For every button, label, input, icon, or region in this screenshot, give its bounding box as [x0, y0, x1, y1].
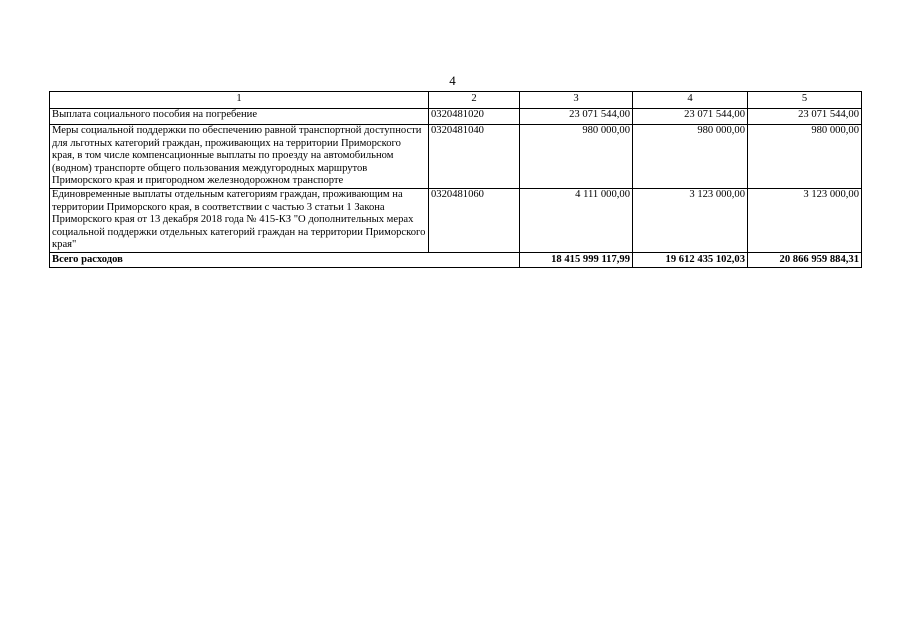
table-row: [50, 109, 862, 125]
column-header-3: 3: [520, 92, 633, 109]
budget-table: [49, 91, 862, 268]
column-header-1: 1: [50, 92, 429, 109]
row-value-3: 4 111 000,00: [520, 188, 633, 252]
row-value-3: 23 071 544,00: [520, 109, 633, 125]
table-row: [50, 188, 862, 252]
row-code: 0320481060: [429, 188, 520, 252]
total-value-3: 18 415 999 117,99: [520, 252, 633, 267]
column-header-5: 5: [748, 92, 862, 109]
total-value-4: 19 612 435 102,03: [633, 252, 748, 267]
row-code: 0320481020: [429, 109, 520, 125]
row-value-4: 3 123 000,00: [633, 188, 748, 252]
column-header-4: 4: [633, 92, 748, 109]
row-name: Меры социальной поддержки по обеспечению равной транспортной доступности для льготных категорий граждан, проживающих на территории Приморского края, в том числе компенсационные выплаты по проезду на автомобильном (водном) транспорте общего пользования междугородных маршрутов Приморского края и пригородном железнодорожном транспорте: [50, 125, 429, 189]
row-value-3: 980 000,00: [520, 125, 633, 189]
row-value-5: 980 000,00: [748, 125, 862, 189]
total-value-5: 20 866 959 884,31: [748, 252, 862, 267]
row-value-5: 23 071 544,00: [748, 109, 862, 125]
row-value-4: 23 071 544,00: [633, 109, 748, 125]
row-code: 0320481040: [429, 125, 520, 189]
page-number: 4: [449, 73, 456, 88]
column-header-2: 2: [429, 92, 520, 109]
total-label: Всего расходов: [50, 252, 520, 267]
row-name: Единовременные выплаты отдельным категориям граждан, проживающим на территории Приморского края, в соответствии с частью 3 статьи 1 Закона Приморского края от 13 декабря 2018 года № 415-КЗ "О дополнительных мерах социальной поддержки отдельных категорий граждан на территории Приморского края": [50, 188, 429, 252]
total-row: [50, 252, 862, 267]
row-value-4: 980 000,00: [633, 125, 748, 189]
table-row: [50, 125, 862, 189]
row-value-5: 3 123 000,00: [748, 188, 862, 252]
header-row: [50, 92, 862, 109]
row-name: Выплата социального пособия на погребение: [50, 109, 429, 125]
